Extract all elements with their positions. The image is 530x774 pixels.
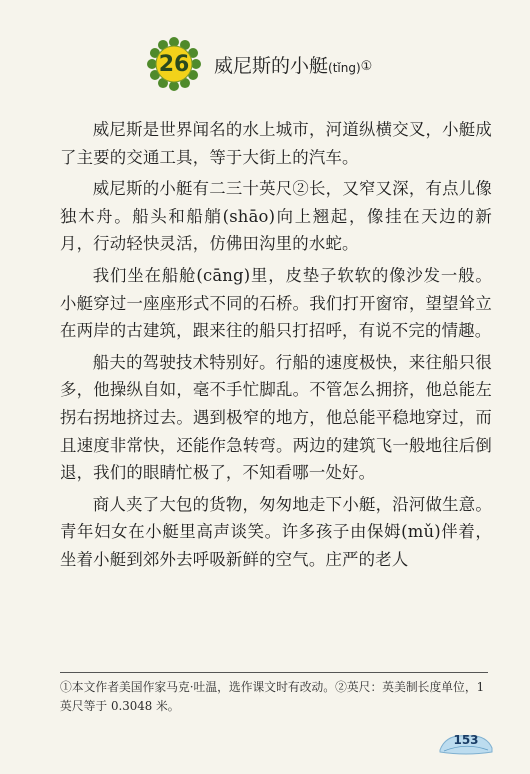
footnote: ①本文作者美国作家马克·吐温，选作课文时有改动。②英尺：英美制长度单位，1英尺等于 0.3048 米。 — [60, 680, 485, 713]
lesson-title — [214, 51, 372, 78]
lesson-title-footnote-mark: ① — [360, 59, 373, 74]
lesson-header — [146, 36, 486, 96]
paragraph-5: 商人夹了大包的货物，匆匆地走下小艇，沿河做生意。青年妇女在小艇里高声谈笑。许多孩子由保姆(mǔ)伴着，坐着小艇到郊外去呼吸新鲜的空气。庄严的老人 — [60, 494, 492, 569]
lesson-title-text: 威尼斯的小艇 — [214, 55, 329, 77]
paragraph-3: 我们坐在船舱(cāng)里，皮垫子软软的像沙发一般。小艇穿过一座座形式不同的石桥。我们打开窗帘，望望耸立在两岸的古建筑，跟来往的船只打招呼，有说不完的情趣。 — [60, 265, 492, 341]
paragraph-4: 船夫的驾驶技术特别好。行船的速度极快，来往船只很多，他操纵自如，毫不手忙脚乱。不管怎么拥挤，他总能左拐右拐地挤过去。遇到极窄的地方，他总能平稳地穿过，而且速度非常快，还能作急转弯。两边的建筑飞一般地往后倒退，我们的眼睛忙极了，不知看哪一处好。 — [60, 352, 492, 483]
paragraph-1: 威尼斯是世界闻名的水上城市，河道纵横交叉，小艇成了主要的交通工具，等于大街上的汽车。 — [60, 120, 492, 167]
lesson-number: 26 — [158, 51, 190, 77]
lesson-title-pinyin: (tǐng) — [328, 61, 361, 75]
page-number: 153 — [453, 733, 479, 747]
lesson-body — [60, 116, 492, 574]
paragraph-2: 威尼斯的小艇有二三十英尺②长，又窄又深，有点儿像独木舟。船头和船艄(shāo)向上翘起，像挂在天边的新月，行动轻快灵活，仿佛田沟里的水蛇。 — [60, 179, 492, 254]
footnote-divider — [60, 672, 488, 673]
